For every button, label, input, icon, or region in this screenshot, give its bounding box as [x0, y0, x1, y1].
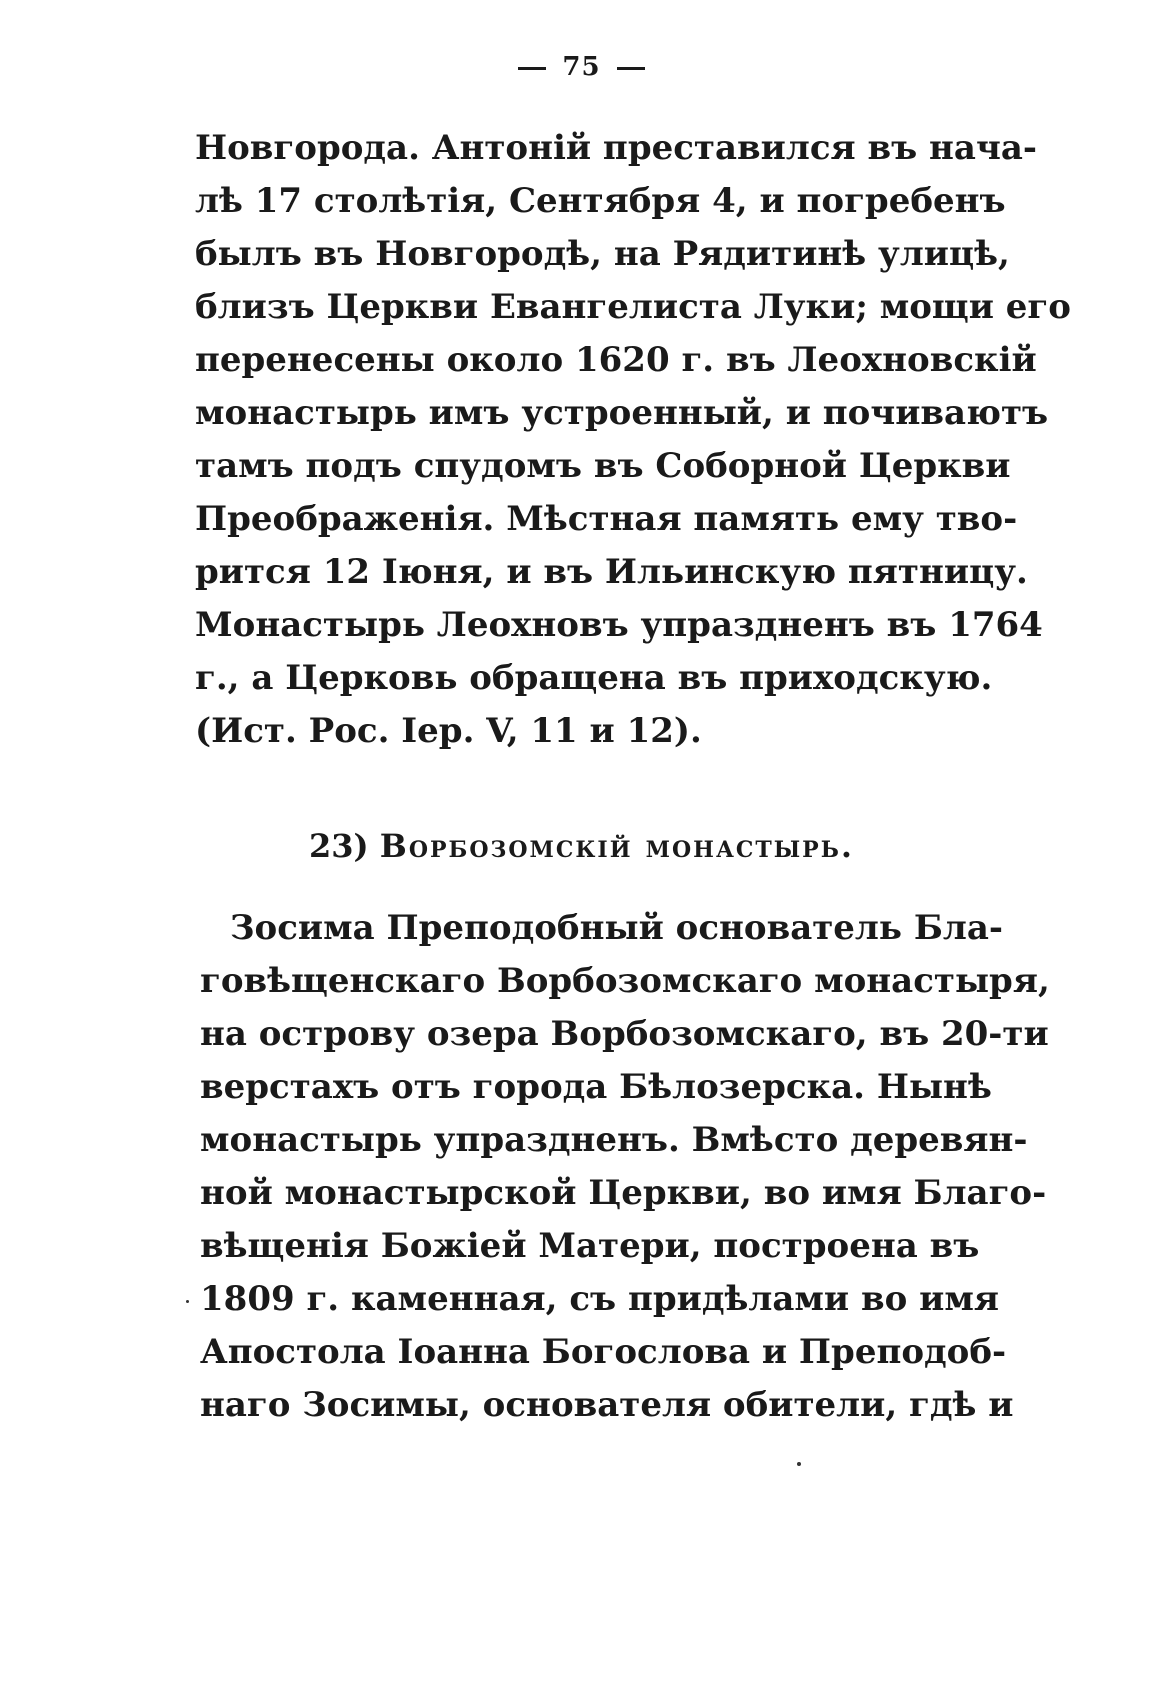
text-line: монастырь имъ устроенный, и почиваютъ	[195, 393, 1049, 433]
text-line: говѣщенскаго Ворбозомскаго монастыря,	[200, 961, 1050, 1001]
text-line: Монастырь Леохновъ упраздненъ въ 1764	[195, 605, 1043, 645]
text-line-first: Зосима Преподобный основатель Бла-	[230, 908, 1003, 948]
dash-left	[518, 67, 546, 70]
text-line: тамъ подъ спудомъ въ Соборной Церкви	[195, 446, 1011, 486]
text-line: наго Зосимы, основателя обители, гдѣ и	[200, 1385, 1014, 1425]
text-line: Новгорода. Антоній преставился въ нача-	[195, 128, 1037, 168]
text-line: Преображенія. Мѣстная память ему тво-	[195, 499, 1018, 539]
text-line: вѣщенія Божіей Матери, построена въ	[200, 1226, 980, 1266]
text-line: перенесены около 1620 г. въ Леохновскій	[195, 340, 1037, 380]
text-line: былъ въ Новгородѣ, на Рядитинѣ улицѣ,	[195, 234, 1010, 274]
page-number	[0, 52, 1163, 82]
text-line: рится 12 Іюня, и въ Ильинскую пятницу.	[195, 552, 1028, 592]
text-line: на острову озера Ворбозомскаго, въ 20-ти	[200, 1014, 1049, 1054]
page-number-value: 75	[562, 52, 601, 82]
text-line: монастырь упраздненъ. Вмѣсто деревян-	[200, 1120, 1028, 1160]
scan-speck	[797, 1462, 801, 1466]
text-line: г., а Церковь обращена въ приходскую.	[195, 658, 993, 698]
section-title: Ворбозомскій монастырь.	[379, 827, 855, 865]
section-heading	[0, 826, 1163, 866]
text-line: Апостола Іоанна Богослова и Преподоб-	[200, 1332, 1007, 1372]
text-line: верстахъ отъ города Бѣлозерска. Нынѣ	[200, 1067, 992, 1107]
text-line-last: (Ист. Рос. Іер. V, 11 и 12).	[195, 711, 702, 751]
section-number: 23)	[308, 827, 369, 865]
text-line: близъ Церкви Евангелиста Луки; мощи его	[195, 287, 1071, 327]
text-line: 1809 г. каменная, съ придѣлами во имя	[200, 1279, 999, 1319]
text-line: лѣ 17 столѣтія, Сентября 4, и погребенъ	[195, 181, 1006, 221]
dash-right	[617, 67, 645, 70]
scan-speck	[186, 1300, 189, 1303]
text-line: ной монастырской Церкви, во имя Благо-	[200, 1173, 1047, 1213]
